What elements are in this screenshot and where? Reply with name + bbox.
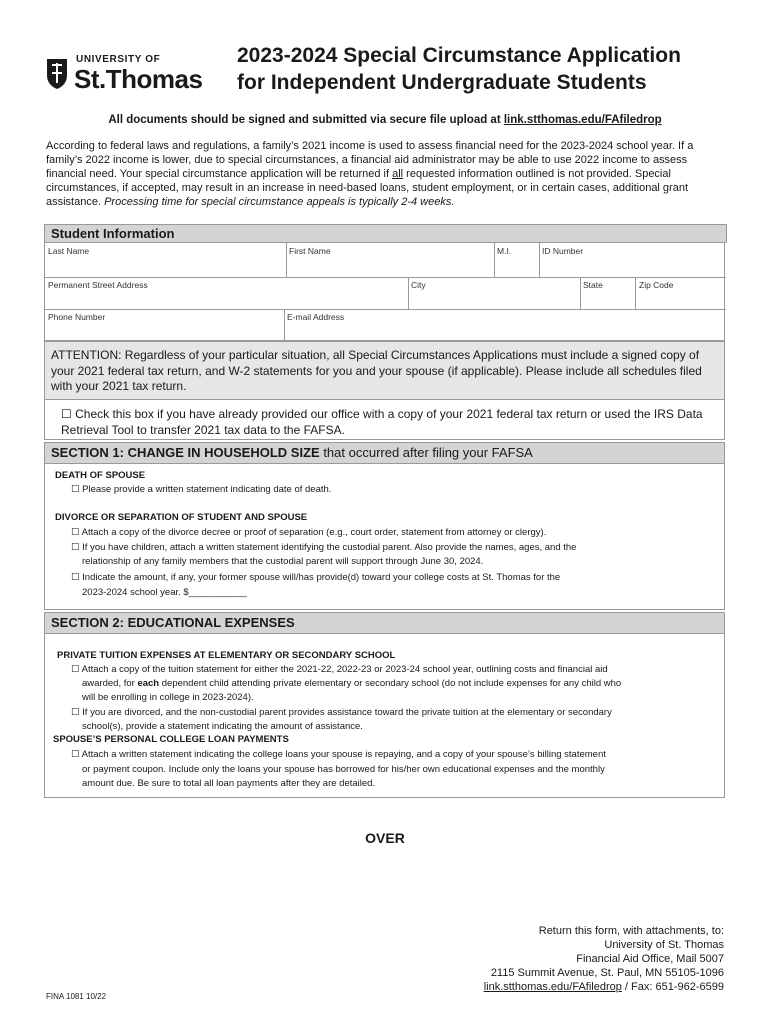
spouse-loan-item[interactable]: ☐ Attach a written statement indicating the college loans your spouse is repaying, and a copy of your spouse’s billing statement — [71, 749, 606, 760]
form-number: FINA 1081 10/22 — [46, 992, 107, 1001]
former-spouse-amount-field[interactable]: 2023-2024 school year. $___________ — [82, 587, 247, 598]
email-address-field[interactable]: E-mail Address — [287, 312, 345, 322]
filedrop-link-footer[interactable]: link.stthomas.edu/FAfiledrop — [483, 981, 622, 993]
return-address: Return this form, with attachments, to: University of St. Thomas Financial Aid Office, Mail 5007 2115 Summit Avenue, St. Paul, MN 55105-1096 link.stthomas.edu/FAfiledrop / Fax: 651-962-6599 — [483, 925, 724, 993]
non-custodial-assistance-item[interactable]: ☐ If you are divorced, and the non-custodial parent provides assistance toward the private tuition at the elementary or secondary — [71, 707, 612, 718]
checkbox-icon[interactable]: ☐ — [71, 749, 80, 760]
crest-icon — [44, 57, 70, 91]
checkbox-icon[interactable]: ☐ — [71, 484, 80, 495]
checkbox-icon[interactable]: ☐ — [71, 707, 80, 718]
student-info-grid — [44, 242, 725, 341]
university-logo — [44, 52, 214, 96]
private-tuition-heading: PRIVATE TUITION EXPENSES AT ELEMENTARY OR SECONDARY SCHOOL — [57, 650, 396, 661]
intro-paragraph: According to federal laws and regulations, a family’s 2021 income is used to assess financial need for the 2023-2024 school year. If a family’s 2022 income is lower, due to special circumstances, a financial aid administrator may be able to use 2022 income to assess financial need. Your special circumstance application will be returned if all requested information outlined is not provided. Special circumstances, if accepted, may result in an increase in need-based loans, student employment, or in certain cases, additional grant assistance. Processing time for special circumstance appeals is typically 2-4 weeks. — [46, 140, 694, 208]
custodial-parent-item[interactable]: ☐ If you have children, attach a written statement identifying the custodial parent. Also provide the names, ages, and the — [71, 542, 577, 553]
section1-household-size: SECTION 1: CHANGE IN HOUSEHOLD SIZE that occurred after filing your FAFSA DEATH OF SPOUSE ☐ Please provide a written statement indicating date of death. DIVORCE OR SEPARATION OF STUDENT AND SPOUSE ☐ Attach a copy of the divorce decree or proof of separation (e.g., court order, statement from attorney or clergy). ☐ If you have children, attach a written statement identifying the custodial parent. Also provide the names, ages, and the relationship of any family members that the custodial parent will support through June 30, 2024. ☐ Indicate the amount, if any, your former spouse will/has provide(d) toward your college costs at St. Thomas for the 2023-2024 school year. $___________ — [44, 442, 725, 610]
logo-main-text: St.Thomas — [74, 64, 203, 94]
death-statement-item[interactable]: ☐ Please provide a written statement indicating date of death. — [71, 484, 332, 495]
tuition-statement-item[interactable]: ☐ Attach a copy of the tuition statement for either the 2021-22, 2022-23 or 2023-24 school year, outlining costs and financial aid — [71, 664, 608, 675]
attention-box: ATTENTION: Regardless of your particular situation, all Special Circumstances Applications must include a signed copy of your 2021 federal tax return, and W-2 statements for you and your spouse (if applicable). Please include all schedules filed with your 2021 tax return. — [44, 341, 725, 400]
tax-return-checkbox-row[interactable]: ☐ Check this box if you have already provided our office with a copy of your 2021 federal tax return or used the IRS Data Retrieval Tool to transfer 2021 tax data to the FAFSA. — [44, 400, 725, 440]
street-address-field[interactable]: Permanent Street Address — [48, 280, 148, 290]
checkbox-icon[interactable]: ☐ — [71, 527, 80, 538]
divorce-heading: DIVORCE OR SEPARATION OF STUDENT AND SPOUSE — [55, 512, 308, 523]
last-name-field[interactable]: Last Name — [48, 246, 90, 256]
first-name-field[interactable]: First Name — [289, 246, 331, 256]
checkbox-icon[interactable]: ☐ — [71, 542, 80, 553]
page-title-line2: for Independent Undergraduate Students — [237, 71, 647, 94]
spouse-loan-heading: SPOUSE’S PERSONAL COLLEGE LOAN PAYMENTS — [53, 734, 289, 745]
phone-number-field[interactable]: Phone Number — [48, 312, 106, 322]
death-of-spouse-heading: DEATH OF SPOUSE — [55, 470, 146, 481]
divorce-decree-item[interactable]: ☐ Attach a copy of the divorce decree or proof of separation (e.g., court order, statement from attorney or clergy). — [71, 527, 547, 538]
checkbox-icon[interactable]: ☐ — [71, 664, 80, 675]
filedrop-link[interactable]: link.stthomas.edu/FAfiledrop — [503, 114, 662, 126]
former-spouse-amount-item[interactable]: ☐ Indicate the amount, if any, your former spouse will/has provide(d) toward your college costs at St. Thomas for the — [71, 572, 561, 583]
over-label: OVER — [365, 830, 405, 846]
checkbox-icon[interactable]: ☐ — [61, 407, 72, 421]
section2-header: SECTION 2: EDUCATIONAL EXPENSES — [45, 613, 724, 634]
id-number-field[interactable]: ID Number — [542, 246, 584, 256]
section1-header: SECTION 1: CHANGE IN HOUSEHOLD SIZE that occurred after filing your FAFSA — [45, 443, 724, 464]
state-field[interactable]: State — [583, 280, 603, 290]
zip-code-field[interactable]: Zip Code — [639, 280, 674, 290]
middle-initial-field[interactable]: M.I. — [497, 246, 512, 256]
section2-educational-expenses: SECTION 2: EDUCATIONAL EXPENSES PRIVATE TUITION EXPENSES AT ELEMENTARY OR SECONDARY SCHOOL ☐ Attach a copy of the tuition statement for either the 2021-22, 2022-23 or 2023-24 school year, outlining costs and financial aid awarded, for each dependent child attending private elementary or secondary school (do not include expenses for any child who will be enrolling in college in 2023-2024). ☐ If you are divorced, and the non-custodial parent provides assistance toward the private tuition at the elementary or secondary school(s), provide a statement indicating the amount of assistance. SPOUSE’S PERSONAL COLLEGE LOAN PAYMENTS ☐ Attach a written statement indicating the college loans your spouse is repaying, and a copy of your spouse’s billing statement or payment coupon. Include only the loans your spouse has borrowed for his/her own educational expenses and the monthly amount due. Be sure to total all loan payments after they are detailed. — [44, 612, 725, 798]
logo-top-text: UNIVERSITY OF — [76, 54, 161, 65]
submission-notice: All documents should be signed and submitted via secure file upload at link.stthomas.edu/FAfiledrop — [108, 114, 662, 126]
student-info-header: Student Information — [44, 224, 727, 243]
checkbox-icon[interactable]: ☐ — [71, 572, 80, 583]
page-title-line1: 2023-2024 Special Circumstance Application — [237, 44, 681, 67]
city-field[interactable]: City — [411, 280, 426, 290]
